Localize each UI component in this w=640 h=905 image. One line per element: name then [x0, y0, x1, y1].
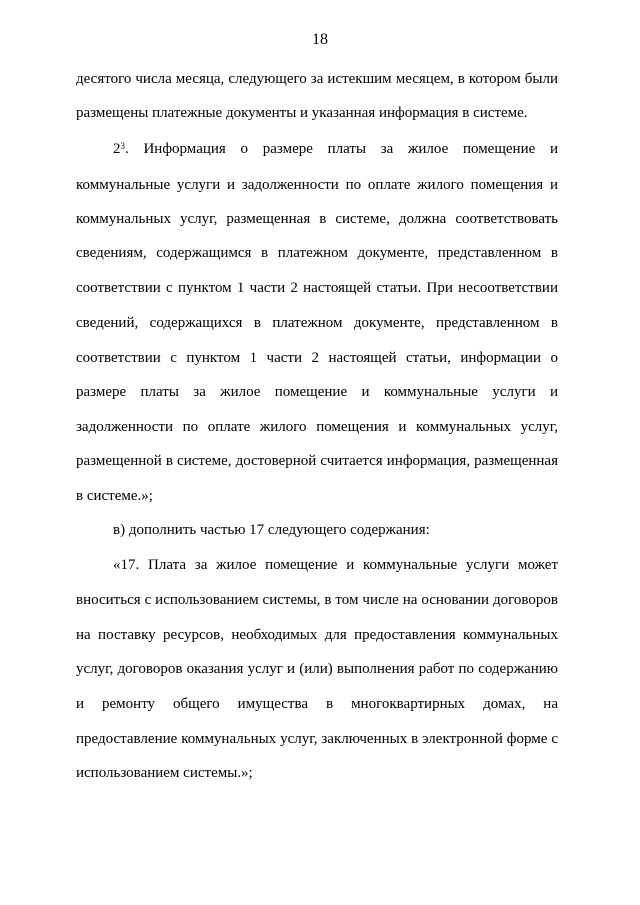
text-line: предоставление коммунальных услуг, заключенных в электронной форме с — [76, 731, 558, 747]
text-line: услуг, договоров оказания услуг и (или) выполнения работ по содержанию — [76, 661, 558, 677]
text-line: размере платы за жилое помещение и коммунальные услуги и — [76, 384, 558, 400]
text-line: коммунальные услуги и задолженности по оплате жилого помещения и — [76, 177, 558, 193]
page-number: 18 — [312, 31, 328, 48]
text-line: «17. Плата за жилое помещение и коммунальные услуги может — [113, 557, 558, 573]
text-line: задолженности по оплате жилого помещения и коммунальных услуг, — [76, 419, 558, 435]
text-line: в) дополнить частью 17 следующего содержания: — [113, 522, 430, 538]
text-line: сведений, содержащихся в платежном документе, представленном в — [76, 315, 558, 331]
text-line: и ремонту общего имущества в многоквартирных домах, на — [76, 696, 558, 712]
text-line: в системе.»; — [76, 488, 153, 504]
text-line: десятого числа месяца, следующего за истекшим месяцем, в котором были — [76, 71, 558, 87]
paragraph-2-3-first-line — [113, 140, 558, 158]
text-line: использованием системы.»; — [76, 765, 253, 781]
text-line: вноситься с использованием системы, в том числе на основании договоров — [76, 592, 558, 608]
text-line: на поставку ресурсов, необходимых для предоставления коммунальных — [76, 627, 558, 643]
text-line: размещенной в системе, достоверной считается информация, размещенная — [76, 453, 558, 469]
clause-number: $2^3$ — [113, 141, 125, 157]
text-line: размещены платежные документы и указанная информация в системе. — [76, 105, 528, 121]
text-line: сведениям, содержащимся в платежном документе, представленном в — [76, 245, 558, 261]
clause-superscript: 3 — [120, 141, 125, 151]
text-line: . Информация о размере платы за жилое помещение и — [125, 141, 558, 157]
text-line: коммунальных услуг, размещенная в системе, должна соответствовать — [76, 211, 558, 227]
text-line: соответствии с пунктом 1 части 2 настоящей статьи. При несоответствии — [76, 280, 558, 296]
text-line: соответствии с пунктом 1 части 2 настоящей статьи, информации о — [76, 350, 558, 366]
